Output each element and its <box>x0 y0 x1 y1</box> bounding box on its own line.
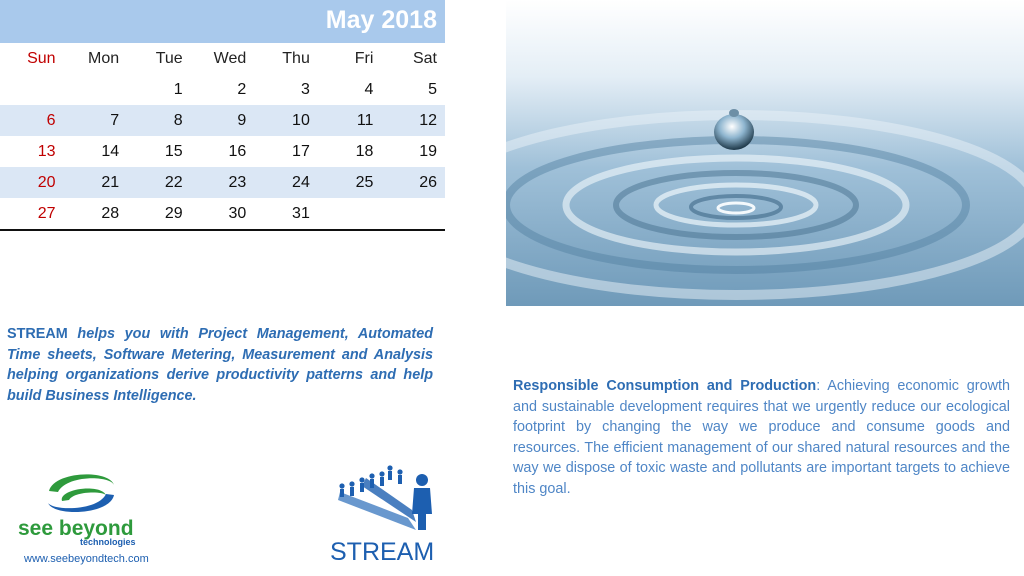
water-drop-photo <box>506 0 1024 306</box>
logo-name-line2: technologies <box>80 537 136 547</box>
people-icon <box>338 465 432 530</box>
swirl-icon <box>48 474 114 512</box>
calendar-day: 13 <box>37 142 56 160</box>
stream-logo-label: STREAM <box>330 538 435 566</box>
calendar-header <box>0 0 445 43</box>
calendar-week-row <box>0 74 445 105</box>
goal-text: : Achieving economic growth and sustainable development requires that we urgently reduce our ecological footprint by changing the way we produce and consume goods and resources. The efficient management of our shared natural resources and the way we dispose of toxic waste and pollutants are important targets to achieve this goal. <box>513 378 1010 497</box>
calendar-day: 11 <box>356 111 374 129</box>
calendar-day: 25 <box>355 173 374 191</box>
goal-heading: Responsible Consumption and Production <box>513 378 817 394</box>
calendar-day: 26 <box>419 173 437 191</box>
calendar-day: 19 <box>419 142 437 160</box>
calendar-day: 24 <box>292 173 310 191</box>
calendar-day: 9 <box>237 111 247 129</box>
calendar-day: 28 <box>101 204 120 222</box>
weekday-label: Mon <box>88 49 120 67</box>
calendar-title: May 2018 <box>325 6 437 34</box>
weekday-label: Thu <box>282 49 310 67</box>
calendar-day: 4 <box>364 80 374 98</box>
weekday-label: Tue <box>155 49 183 67</box>
company-url[interactable]: www.seebeyondtech.com <box>24 553 149 565</box>
weekday-label: Wed <box>213 49 247 67</box>
calendar-day: 31 <box>292 204 310 222</box>
calendar-week-row <box>0 105 445 136</box>
calendar-day: 7 <box>110 111 120 129</box>
see-beyond-logo <box>14 465 164 550</box>
calendar-day: 12 <box>419 111 437 129</box>
calendar-day: 16 <box>228 142 247 160</box>
stream-brand: STREAM <box>7 326 68 342</box>
calendar-week-row <box>0 167 445 198</box>
weekday-label: Sun <box>27 49 56 67</box>
weekday-label: Fri <box>354 49 374 67</box>
calendar-day: 10 <box>292 111 310 129</box>
calendar-day: 5 <box>428 80 437 98</box>
goal-description <box>513 376 1010 499</box>
calendar-day: 3 <box>300 80 310 98</box>
calendar-day: 27 <box>37 204 56 222</box>
calendar-week-row <box>0 198 445 229</box>
calendar-day: 23 <box>228 173 247 191</box>
stream-description-text: helps you with Project Management, Automated Time sheets, Software Metering, Measurement and Analysis helping organizations derive productivity patterns and help build Business Intelligence. <box>7 326 433 404</box>
stream-description <box>7 324 433 406</box>
calendar-day: 8 <box>173 111 183 129</box>
calendar-day: 14 <box>101 142 120 160</box>
calendar-day: 15 <box>164 142 183 160</box>
calendar-week-row <box>0 136 445 167</box>
calendar-day: 18 <box>355 142 374 160</box>
calendar-day: 29 <box>164 204 183 222</box>
weekday-header-row <box>0 43 445 74</box>
logo-name-line1: see beyond <box>18 517 134 540</box>
calendar-day: 17 <box>292 142 310 160</box>
stream-logo-graphic <box>326 460 444 535</box>
calendar-day: 6 <box>46 111 56 129</box>
calendar-day: 22 <box>164 173 183 191</box>
calendar-day: 21 <box>101 173 120 191</box>
calendar-day: 1 <box>173 80 183 98</box>
calendar-day: 2 <box>237 80 247 98</box>
weekday-label: Sat <box>412 49 437 67</box>
calendar-day: 30 <box>228 204 247 222</box>
calendar-bottom-rule <box>0 229 445 231</box>
calendar-day: 20 <box>37 173 56 191</box>
calendar <box>0 0 445 231</box>
